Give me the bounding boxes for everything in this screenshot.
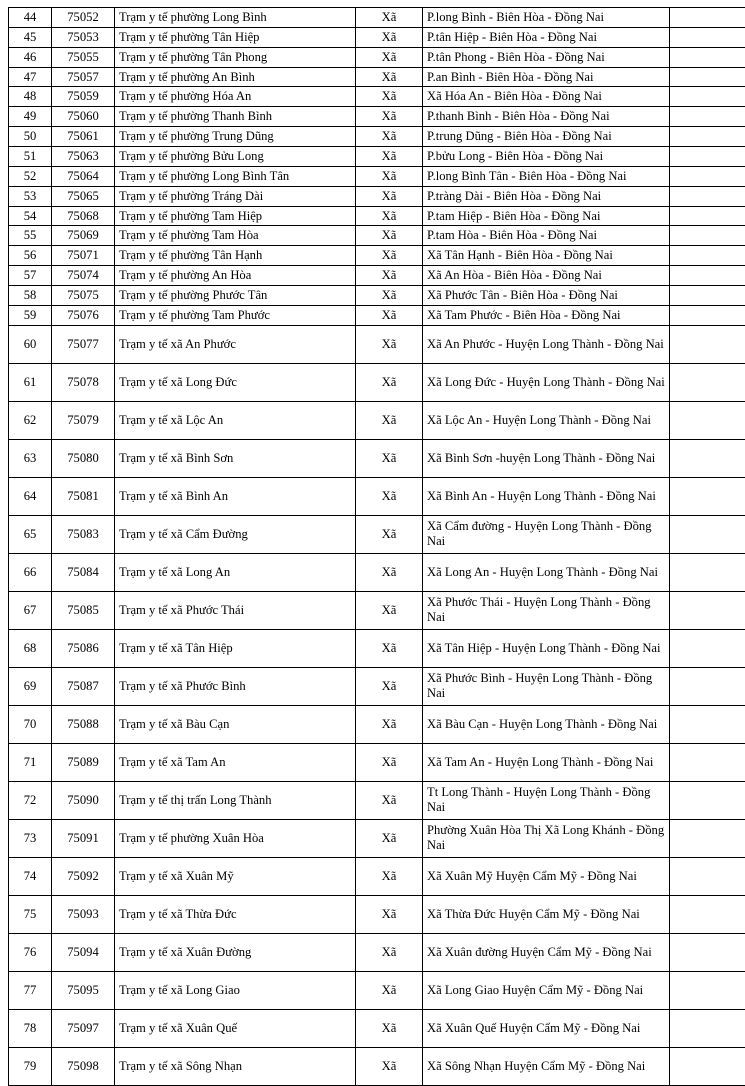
cell-note [670, 667, 745, 705]
table-row [9, 206, 745, 226]
cell-name: Trạm y tế phường Long Bình [115, 8, 356, 28]
cell-note [670, 819, 745, 857]
cell-name: Trạm y tế xã Lộc An [115, 401, 356, 439]
cell-type: Xã [356, 1009, 423, 1047]
cell-note [670, 27, 745, 47]
cell-code: 75076 [52, 305, 115, 325]
cell-code: 75098 [52, 1047, 115, 1085]
cell-code: 75085 [52, 591, 115, 629]
cell-stt: 47 [9, 67, 52, 87]
cell-stt: 69 [9, 667, 52, 705]
cell-note [670, 127, 745, 147]
cell-code: 75053 [52, 27, 115, 47]
cell-note [670, 67, 745, 87]
cell-stt: 45 [9, 27, 52, 47]
table-row [9, 591, 745, 629]
cell-code: 75061 [52, 127, 115, 147]
table-row [9, 47, 745, 67]
cell-stt: 78 [9, 1009, 52, 1047]
cell-name: Trạm y tế phường Tam Hiệp [115, 206, 356, 226]
cell-type: Xã [356, 629, 423, 667]
cell-name: Trạm y tế phường Tân Hiệp [115, 27, 356, 47]
cell-name: Trạm y tế xã Cẩm Đường [115, 515, 356, 553]
table-row [9, 8, 745, 28]
cell-address: Xã Tân Hiệp - Huyện Long Thành - Đồng Nai [423, 629, 670, 667]
cell-code: 75094 [52, 933, 115, 971]
cell-type: Xã [356, 67, 423, 87]
cell-name: Trạm y tế phường Hóa An [115, 87, 356, 107]
cell-address: Xã Tam Phước - Biên Hòa - Đồng Nai [423, 305, 670, 325]
table-row [9, 147, 745, 167]
cell-code: 75088 [52, 705, 115, 743]
cell-stt: 49 [9, 107, 52, 127]
cell-stt: 48 [9, 87, 52, 107]
cell-address: Xã Long Giao Huyện Cẩm Mỹ - Đồng Nai [423, 971, 670, 1009]
cell-address: Xã Hóa An - Biên Hòa - Đồng Nai [423, 87, 670, 107]
table-row [9, 226, 745, 246]
cell-address: P.tam Hiệp - Biên Hòa - Đồng Nai [423, 206, 670, 226]
table-row [9, 1009, 745, 1047]
cell-code: 75059 [52, 87, 115, 107]
cell-note [670, 1047, 745, 1085]
cell-code: 75086 [52, 629, 115, 667]
cell-type: Xã [356, 305, 423, 325]
cell-code: 75071 [52, 246, 115, 266]
cell-address: P.tân Phong - Biên Hòa - Đồng Nai [423, 47, 670, 67]
cell-note [670, 246, 745, 266]
cell-name: Trạm y tế xã Tam An [115, 743, 356, 781]
cell-code: 75092 [52, 857, 115, 895]
cell-address: Xã Tam An - Huyện Long Thành - Đồng Nai [423, 743, 670, 781]
cell-note [670, 439, 745, 477]
cell-name: Trạm y tế xã Long An [115, 553, 356, 591]
cell-address: P.an Bình - Biên Hòa - Đồng Nai [423, 67, 670, 87]
cell-address: Xã An Phước - Huyện Long Thành - Đồng Nai [423, 325, 670, 363]
table-row [9, 325, 745, 363]
cell-type: Xã [356, 107, 423, 127]
cell-stt: 65 [9, 515, 52, 553]
cell-note [670, 857, 745, 895]
cell-name: Trạm y tế phường Tân Phong [115, 47, 356, 67]
cell-type: Xã [356, 933, 423, 971]
cell-note [670, 107, 745, 127]
table-row [9, 127, 745, 147]
table-row [9, 933, 745, 971]
cell-stt: 70 [9, 705, 52, 743]
cell-name: Trạm y tế xã Bàu Cạn [115, 705, 356, 743]
table-row [9, 266, 745, 286]
cell-address: Xã Bình An - Huyện Long Thành - Đồng Nai [423, 477, 670, 515]
cell-code: 75097 [52, 1009, 115, 1047]
cell-name: Trạm y tế xã An Phước [115, 325, 356, 363]
cell-stt: 76 [9, 933, 52, 971]
cell-stt: 61 [9, 363, 52, 401]
cell-note [670, 781, 745, 819]
cell-address: Xã Phước Thái - Huyện Long Thành - Đồng Nai [423, 591, 670, 629]
cell-name: Trạm y tế thị trấn Long Thành [115, 781, 356, 819]
cell-address: Xã Phước Tân - Biên Hòa - Đồng Nai [423, 286, 670, 306]
cell-code: 75089 [52, 743, 115, 781]
cell-type: Xã [356, 246, 423, 266]
table-row [9, 286, 745, 306]
cell-note [670, 363, 745, 401]
cell-note [670, 286, 745, 306]
cell-note [670, 401, 745, 439]
cell-code: 75063 [52, 147, 115, 167]
table-row [9, 107, 745, 127]
cell-note [670, 591, 745, 629]
cell-note [670, 87, 745, 107]
cell-stt: 73 [9, 819, 52, 857]
cell-code: 75091 [52, 819, 115, 857]
cell-name: Trạm y tế phường Xuân Hòa [115, 819, 356, 857]
cell-stt: 54 [9, 206, 52, 226]
cell-code: 75052 [52, 8, 115, 28]
cell-code: 75084 [52, 553, 115, 591]
cell-stt: 53 [9, 186, 52, 206]
cell-type: Xã [356, 515, 423, 553]
cell-note [670, 186, 745, 206]
cell-note [670, 147, 745, 167]
cell-type: Xã [356, 186, 423, 206]
cell-code: 75057 [52, 67, 115, 87]
cell-type: Xã [356, 401, 423, 439]
cell-note [670, 553, 745, 591]
cell-name: Trạm y tế xã Phước Bình [115, 667, 356, 705]
cell-address: P.long Bình Tân - Biên Hòa - Đồng Nai [423, 166, 670, 186]
cell-type: Xã [356, 147, 423, 167]
cell-name: Trạm y tế phường Tam Hòa [115, 226, 356, 246]
cell-name: Trạm y tế xã Long Đức [115, 363, 356, 401]
cell-code: 75065 [52, 186, 115, 206]
cell-code: 75087 [52, 667, 115, 705]
cell-code: 75090 [52, 781, 115, 819]
cell-stt: 46 [9, 47, 52, 67]
cell-name: Trạm y tế phường An Bình [115, 67, 356, 87]
cell-code: 75064 [52, 166, 115, 186]
health-station-table [8, 7, 745, 1086]
table-row [9, 401, 745, 439]
cell-stt: 57 [9, 266, 52, 286]
cell-type: Xã [356, 667, 423, 705]
cell-name: Trạm y tế xã Bình Sơn [115, 439, 356, 477]
table-row [9, 1047, 745, 1085]
cell-name: Trạm y tế phường Tân Hạnh [115, 246, 356, 266]
cell-note [670, 1009, 745, 1047]
cell-type: Xã [356, 87, 423, 107]
cell-address: Phường Xuân Hòa Thị Xã Long Khánh - Đồng Nai [423, 819, 670, 857]
cell-code: 75060 [52, 107, 115, 127]
cell-name: Trạm y tế xã Xuân Quế [115, 1009, 356, 1047]
cell-address: Xã Long An - Huyện Long Thành - Đồng Nai [423, 553, 670, 591]
cell-type: Xã [356, 47, 423, 67]
cell-address: Tt Long Thành - Huyện Long Thành - Đồng Nai [423, 781, 670, 819]
cell-note [670, 266, 745, 286]
table-row [9, 971, 745, 1009]
cell-address: Xã Xuân Quế Huyện Cẩm Mỹ - Đồng Nai [423, 1009, 670, 1047]
cell-type: Xã [356, 781, 423, 819]
cell-address: P.tân Hiệp - Biên Hòa - Đồng Nai [423, 27, 670, 47]
cell-type: Xã [356, 1047, 423, 1085]
cell-type: Xã [356, 226, 423, 246]
cell-note [670, 971, 745, 1009]
cell-stt: 51 [9, 147, 52, 167]
cell-address: P.tam Hòa - Biên Hòa - Đồng Nai [423, 226, 670, 246]
cell-name: Trạm y tế xã Thừa Đức [115, 895, 356, 933]
cell-stt: 71 [9, 743, 52, 781]
cell-stt: 56 [9, 246, 52, 266]
cell-note [670, 305, 745, 325]
cell-type: Xã [356, 286, 423, 306]
cell-name: Trạm y tế phường Phước Tân [115, 286, 356, 306]
cell-stt: 75 [9, 895, 52, 933]
cell-address: Xã Thừa Đức Huyện Cẩm Mỹ - Đồng Nai [423, 895, 670, 933]
cell-type: Xã [356, 477, 423, 515]
cell-note [670, 325, 745, 363]
cell-code: 75080 [52, 439, 115, 477]
cell-code: 75083 [52, 515, 115, 553]
cell-note [670, 629, 745, 667]
cell-type: Xã [356, 705, 423, 743]
cell-name: Trạm y tế phường Trung Dũng [115, 127, 356, 147]
table-row [9, 629, 745, 667]
cell-note [670, 226, 745, 246]
cell-type: Xã [356, 553, 423, 591]
cell-name: Trạm y tế phường An Hòa [115, 266, 356, 286]
cell-type: Xã [356, 27, 423, 47]
cell-code: 75093 [52, 895, 115, 933]
cell-address: Xã Bình Sơn -huyện Long Thành - Đồng Nai [423, 439, 670, 477]
table-row [9, 305, 745, 325]
cell-address: Xã Bàu Cạn - Huyện Long Thành - Đồng Nai [423, 705, 670, 743]
cell-type: Xã [356, 325, 423, 363]
cell-address: P.thanh Bình - Biên Hòa - Đồng Nai [423, 107, 670, 127]
cell-name: Trạm y tế xã Bình An [115, 477, 356, 515]
cell-stt: 79 [9, 1047, 52, 1085]
cell-address: Xã Lộc An - Huyện Long Thành - Đồng Nai [423, 401, 670, 439]
cell-note [670, 705, 745, 743]
cell-type: Xã [356, 591, 423, 629]
cell-note [670, 895, 745, 933]
cell-type: Xã [356, 8, 423, 28]
table-row [9, 895, 745, 933]
table-row [9, 667, 745, 705]
cell-address: P.trung Dũng - Biên Hòa - Đồng Nai [423, 127, 670, 147]
cell-name: Trạm y tế xã Phước Thái [115, 591, 356, 629]
cell-address: Xã Xuân đường Huyện Cẩm Mỹ - Đồng Nai [423, 933, 670, 971]
cell-stt: 44 [9, 8, 52, 28]
cell-name: Trạm y tế phường Tráng Dài [115, 186, 356, 206]
table-row [9, 515, 745, 553]
cell-address: Xã Xuân Mỹ Huyện Cẩm Mỹ - Đồng Nai [423, 857, 670, 895]
cell-stt: 55 [9, 226, 52, 246]
table-row [9, 67, 745, 87]
cell-code: 75075 [52, 286, 115, 306]
cell-name: Trạm y tế phường Thanh Bình [115, 107, 356, 127]
table-body [9, 8, 745, 1086]
cell-stt: 66 [9, 553, 52, 591]
cell-address: P.bửu Long - Biên Hòa - Đồng Nai [423, 147, 670, 167]
cell-type: Xã [356, 857, 423, 895]
cell-note [670, 933, 745, 971]
cell-type: Xã [356, 166, 423, 186]
cell-type: Xã [356, 266, 423, 286]
cell-type: Xã [356, 819, 423, 857]
cell-address: Xã Phước Bình - Huyện Long Thành - Đồng Nai [423, 667, 670, 705]
table-row [9, 363, 745, 401]
table-row [9, 27, 745, 47]
cell-code: 75095 [52, 971, 115, 1009]
cell-type: Xã [356, 971, 423, 1009]
cell-name: Trạm y tế phường Bửu Long [115, 147, 356, 167]
cell-stt: 64 [9, 477, 52, 515]
cell-address: P.tràng Dài - Biên Hòa - Đồng Nai [423, 186, 670, 206]
table-row [9, 819, 745, 857]
cell-type: Xã [356, 439, 423, 477]
cell-code: 75069 [52, 226, 115, 246]
cell-address: Xã Tân Hạnh - Biên Hòa - Đồng Nai [423, 246, 670, 266]
cell-code: 75077 [52, 325, 115, 363]
cell-address: Xã Cẩm đường - Huyện Long Thành - Đồng Nai [423, 515, 670, 553]
cell-code: 75055 [52, 47, 115, 67]
cell-note [670, 166, 745, 186]
cell-code: 75079 [52, 401, 115, 439]
cell-code: 75068 [52, 206, 115, 226]
cell-type: Xã [356, 363, 423, 401]
cell-stt: 77 [9, 971, 52, 1009]
table-row [9, 87, 745, 107]
table-row [9, 857, 745, 895]
cell-address: Xã An Hòa - Biên Hòa - Đồng Nai [423, 266, 670, 286]
cell-note [670, 743, 745, 781]
cell-address: Xã Sông Nhạn Huyện Cẩm Mỹ - Đồng Nai [423, 1047, 670, 1085]
table-row [9, 246, 745, 266]
cell-type: Xã [356, 206, 423, 226]
cell-stt: 60 [9, 325, 52, 363]
cell-stt: 62 [9, 401, 52, 439]
cell-code: 75078 [52, 363, 115, 401]
table-row [9, 439, 745, 477]
cell-stt: 59 [9, 305, 52, 325]
cell-stt: 63 [9, 439, 52, 477]
cell-stt: 74 [9, 857, 52, 895]
cell-address: P.long Bình - Biên Hòa - Đồng Nai [423, 8, 670, 28]
cell-name: Trạm y tế xã Xuân Đường [115, 933, 356, 971]
cell-note [670, 8, 745, 28]
cell-type: Xã [356, 127, 423, 147]
cell-type: Xã [356, 895, 423, 933]
table-row [9, 781, 745, 819]
cell-name: Trạm y tế phường Long Bình Tân [115, 166, 356, 186]
cell-note [670, 477, 745, 515]
cell-name: Trạm y tế phường Tam Phước [115, 305, 356, 325]
table-row [9, 705, 745, 743]
table-row [9, 477, 745, 515]
table-row [9, 166, 745, 186]
cell-stt: 50 [9, 127, 52, 147]
table-row [9, 186, 745, 206]
cell-stt: 52 [9, 166, 52, 186]
cell-stt: 67 [9, 591, 52, 629]
cell-stt: 68 [9, 629, 52, 667]
table-row [9, 743, 745, 781]
cell-name: Trạm y tế xã Tân Hiệp [115, 629, 356, 667]
cell-name: Trạm y tế xã Sông Nhạn [115, 1047, 356, 1085]
cell-note [670, 47, 745, 67]
cell-stt: 58 [9, 286, 52, 306]
cell-type: Xã [356, 743, 423, 781]
cell-note [670, 515, 745, 553]
cell-note [670, 206, 745, 226]
cell-stt: 72 [9, 781, 52, 819]
cell-code: 75074 [52, 266, 115, 286]
cell-code: 75081 [52, 477, 115, 515]
cell-name: Trạm y tế xã Xuân Mỹ [115, 857, 356, 895]
table-row [9, 553, 745, 591]
cell-address: Xã Long Đức - Huyện Long Thành - Đồng Nai [423, 363, 670, 401]
cell-name: Trạm y tế xã Long Giao [115, 971, 356, 1009]
